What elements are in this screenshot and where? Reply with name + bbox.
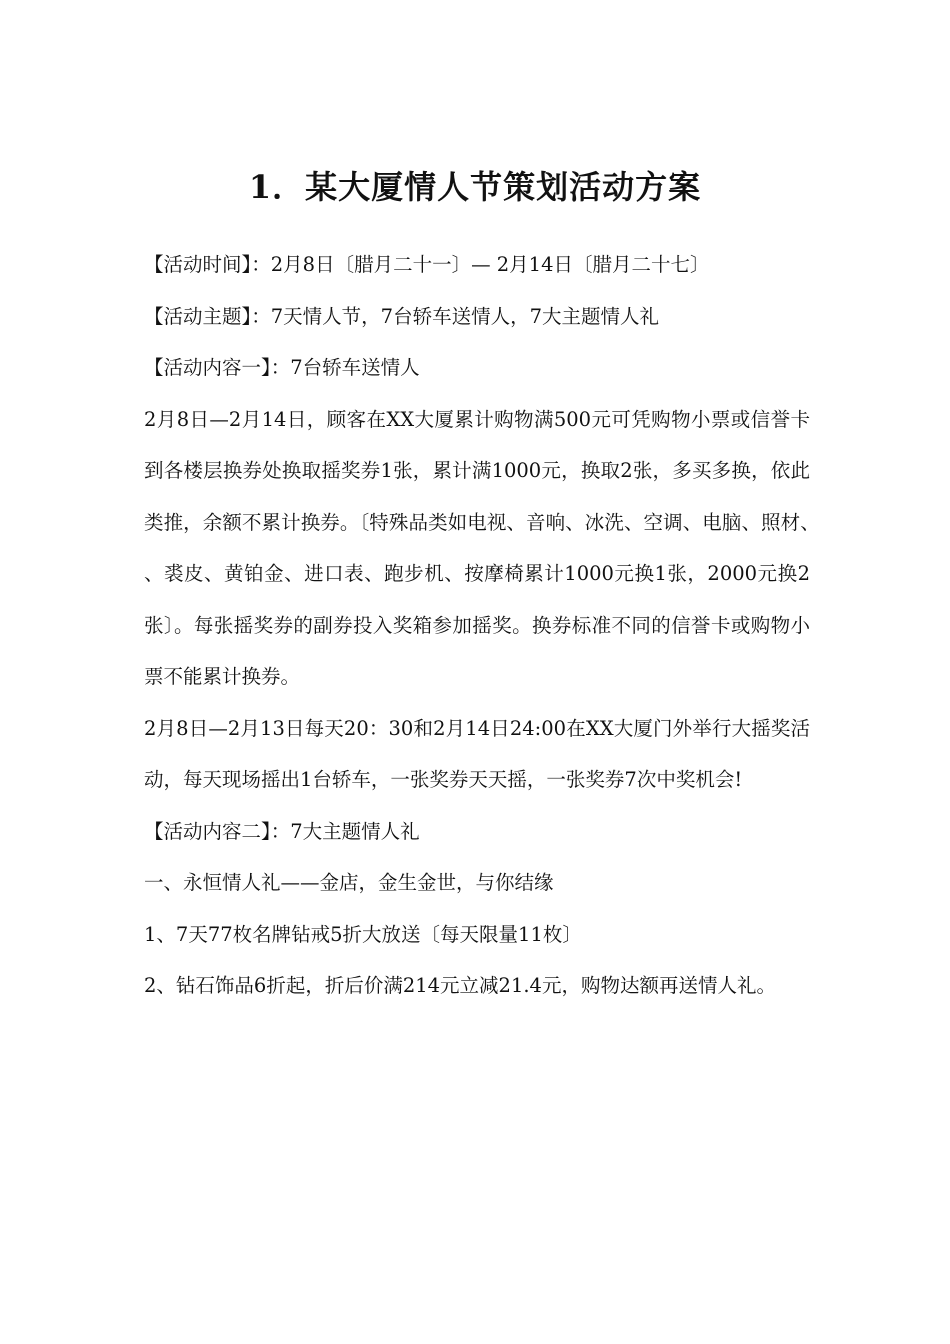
- paragraph-content-one-rules: 2月8日—2月14日，顾客在XX大厦累计购物满500元可凭购物小票或信誉卡到各楼层换券处换取摇奖券1张，累计满1000元，换取2张，多买多换，依此类推，余额不累计换券。〔特殊品类如电视、音响、冰洗、空调、电脑、照材、 、裘皮、黄铂金、进口表、跑步机、按摩椅累计1000元换1张，2000元换2张〕。每张摇奖券的副券投入奖箱参加摇奖。换券标准不同的信誉卡或购物小票不能累计换券。: [144, 407, 850, 688]
- paragraph-item-one: 1、7天77枚名牌钻戒5折大放送〔每天限量11枚〕: [144, 922, 582, 946]
- paragraph-activity-time: 【活动时间】：2月8日〔腊月二十一〕— 2月14日〔腊月二十七〕: [144, 253, 710, 276]
- paragraph-gift-one: 一、永恒情人礼——金店，金生金世，与你结缘: [144, 871, 554, 894]
- document-title: 1．某大厦情人节策划活动方案: [248, 168, 702, 207]
- paragraph-item-two: 2、钻石饰品6折起，折后价满214元立减21.4元，购物达额再送情人礼。: [144, 974, 776, 997]
- paragraph-activity-theme: 【活动主题】：7天情人节，7台轿车送情人，7大主题情人礼: [144, 304, 659, 328]
- document-body: [144, 239, 850, 1012]
- paragraph-content-one-draw: 2月8日—2月13日每天20：30和2月14日24:00在XX大厦门外举行大摇奖活动，每天现场摇出1台轿车，一张奖券天天摇，一张奖券7次中奖机会!: [144, 716, 810, 791]
- paragraph-content-two-heading: 【活动内容二】：7大主题情人礼: [144, 819, 420, 843]
- paragraph-content-one-heading: 【活动内容一】：7台轿车送情人: [144, 356, 420, 379]
